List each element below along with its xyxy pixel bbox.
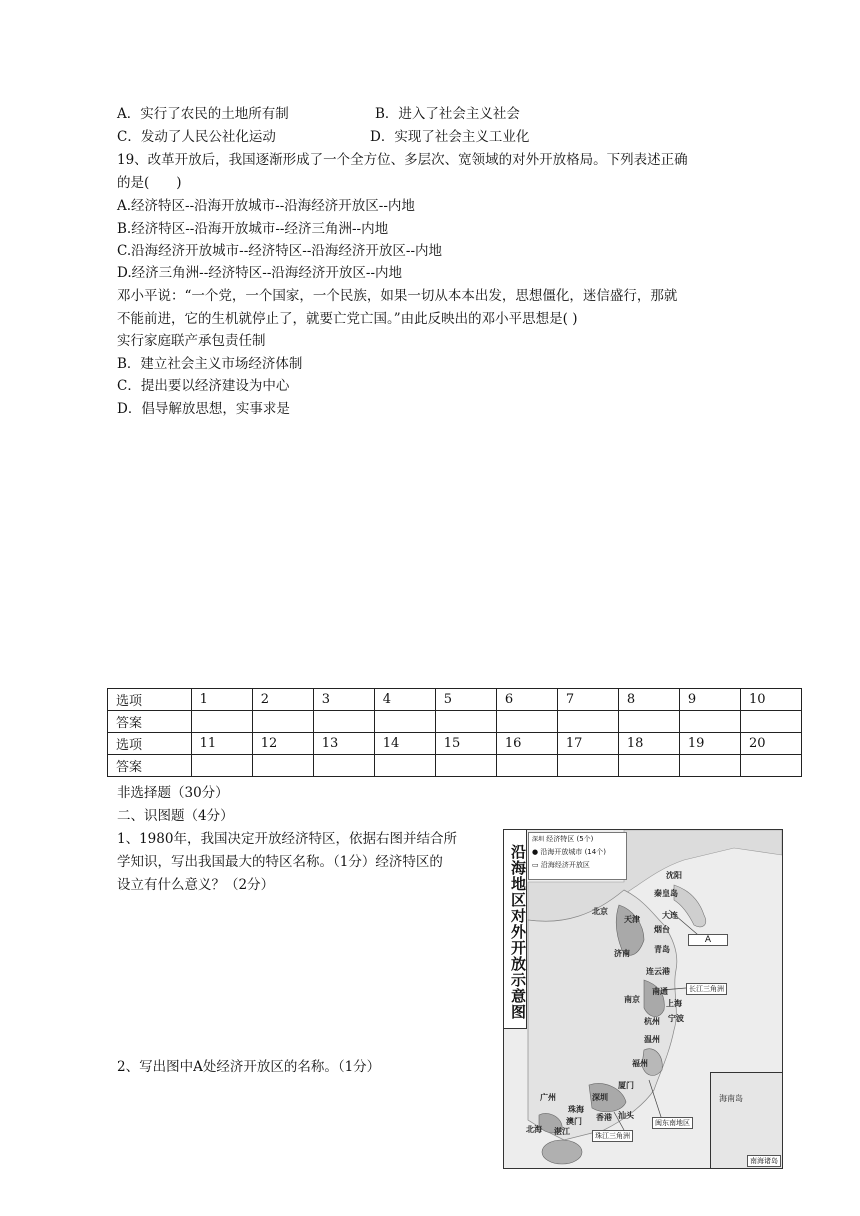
table-cell: 7 [557, 689, 618, 711]
part2-heading: 二、识图题（4分） [117, 808, 234, 824]
legend-item-cities: ● 沿海开放城市 (14个) [532, 848, 606, 856]
table-cell: 13 [313, 733, 374, 755]
q20-stem-line1: 邓小平说：“一个党，一个国家，一个民族，如果一切从本本出发，思想僵化，迷信盛行，那就 [117, 288, 678, 304]
q18-option-d: D．实现了社会主义工业化 [370, 129, 530, 145]
q20-option-b: B．建立社会主义市场经济体制 [117, 356, 303, 372]
row-label-answer: 答案 [108, 755, 192, 777]
table-cell: 12 [252, 733, 313, 755]
zone-zhujiang-box: 珠江三角洲 [592, 1130, 633, 1142]
q20-stem-line2: 不能前进，它的生机就停止了，就要亡党亡国。”由此反映出的邓小平思想是( ) [117, 311, 578, 327]
answer-cell[interactable] [496, 711, 557, 733]
table-cell: 18 [618, 733, 679, 755]
city-qingdao: 青岛 [654, 945, 670, 954]
row-label-option: 选项 [108, 689, 192, 711]
coastal-opening-map [503, 829, 783, 1169]
q19-stem-line2: 的是( ) [117, 175, 182, 191]
mapq1-line2: 学知识，写出我国最大的特区名称。（1分）经济特区的 [117, 854, 443, 870]
city-yantai: 烟台 [654, 925, 670, 934]
city-zhanjiang: 湛江 [554, 1127, 570, 1136]
legend-item-sez: 深圳 经济特区 (5个) [532, 835, 594, 843]
city-nanjing: 南京 [624, 995, 640, 1004]
south-sea-inset [710, 1072, 783, 1169]
table-cell: 14 [374, 733, 435, 755]
answer-cell[interactable] [557, 711, 618, 733]
zone-a-box: A [688, 934, 728, 946]
map-legend [528, 832, 627, 880]
table-cell: 11 [191, 733, 252, 755]
table-cell: 2 [252, 689, 313, 711]
answer-cell[interactable] [252, 755, 313, 777]
q19-stem-line1: 19、改革开放后，我国逐渐形成了一个全方位、多层次、宽领域的对外开放格局。下列表述正确 [117, 152, 688, 168]
table-cell: 9 [679, 689, 740, 711]
q19-option-b: B.经济特区--沿海开放城市--经济三角洲--内地 [117, 221, 389, 237]
answer-cell[interactable] [679, 755, 740, 777]
city-hainan: 海南岛 [719, 1094, 743, 1103]
table-cell: 8 [618, 689, 679, 711]
city-wenzhou: 温州 [644, 1035, 660, 1044]
legend-item-zones: ▭ 沿海经济开放区 [532, 861, 590, 869]
city-nantong: 南通 [652, 987, 668, 996]
table-cell: 10 [740, 689, 801, 711]
answer-cell[interactable] [313, 711, 374, 733]
city-hongkong: 香港 [596, 1113, 612, 1122]
table-cell: 19 [679, 733, 740, 755]
city-qinhuangdao: 秦皇岛 [654, 889, 678, 898]
table-row [108, 733, 802, 755]
city-shanghai: 上海 [666, 999, 682, 1008]
q19-option-d: D.经济三角洲--经济特区--沿海经济开放区--内地 [117, 265, 403, 281]
table-cell: 15 [435, 733, 496, 755]
nonchoice-heading: 非选择题（30分） [117, 785, 229, 801]
answer-cell[interactable] [618, 755, 679, 777]
city-fuzhou: 福州 [632, 1059, 648, 1068]
south-sea-label: 南海诸岛 [747, 1155, 781, 1167]
table-cell: 20 [740, 733, 801, 755]
answer-cell[interactable] [435, 755, 496, 777]
city-beijing: 北京 [592, 907, 608, 916]
zone-changjiang-box: 长江三角洲 [686, 983, 727, 995]
city-hangzhou: 杭州 [644, 1017, 660, 1026]
table-row [108, 755, 802, 777]
q20-option-c: C．提出要以经济建设为中心 [117, 378, 290, 394]
q20-option-a: 实行家庭联产承包责任制 [117, 333, 266, 349]
q18-option-b: B．进入了社会主义社会 [375, 106, 520, 122]
table-cell: 4 [374, 689, 435, 711]
answer-cell[interactable] [435, 711, 496, 733]
q20-option-d: D．倡导解放思想，实事求是 [117, 401, 290, 417]
city-xiamen: 厦门 [618, 1081, 634, 1090]
row-label-option: 选项 [108, 733, 192, 755]
legend-key: 深圳 [532, 836, 545, 843]
city-macau: 澳门 [566, 1117, 582, 1126]
table-row [108, 689, 802, 711]
answer-cell[interactable] [374, 711, 435, 733]
zone-mindongnan-box: 闽东南地区 [652, 1117, 693, 1129]
city-jinan: 济南 [614, 949, 630, 958]
q19-option-c: C.沿海经济开放城市--经济特区--沿海经济开放区--内地 [117, 243, 443, 259]
mapq1-line3: 设立有什么意义？（2分） [117, 877, 275, 893]
map-title: 沿海地区对外开放示意图 [504, 830, 527, 1029]
city-lianyungang: 连云港 [646, 967, 670, 976]
q18-option-a: A．实行了农民的土地所有制 [117, 106, 289, 122]
map-question-2: 2、写出图中A处经济开放区的名称。（1分） [117, 1059, 381, 1075]
table-cell: 5 [435, 689, 496, 711]
mapq1-line1: 1、1980年，我国决定开放经济特区，依据右图并结合所 [117, 831, 457, 847]
row-label-answer: 答案 [108, 711, 192, 733]
answer-cell[interactable] [557, 755, 618, 777]
table-cell: 3 [313, 689, 374, 711]
answer-cell[interactable] [313, 755, 374, 777]
city-zhuhai: 珠海 [568, 1105, 584, 1114]
city-dalian: 大连 [662, 911, 678, 920]
table-cell: 17 [557, 733, 618, 755]
city-shenzhen: 深圳 [592, 1093, 608, 1102]
answer-cell[interactable] [191, 755, 252, 777]
city-beihai: 北海 [526, 1125, 542, 1134]
q18-option-c: C．发动了人民公社化运动 [117, 129, 276, 145]
answer-cell[interactable] [618, 711, 679, 733]
city-shantou: 汕头 [618, 1111, 634, 1120]
answer-cell[interactable] [374, 755, 435, 777]
answer-cell[interactable] [740, 711, 801, 733]
table-cell: 1 [191, 689, 252, 711]
city-guangzhou: 广州 [540, 1093, 556, 1102]
city-tianjin: 天津 [624, 915, 640, 924]
city-shenyang: 沈阳 [666, 871, 682, 880]
table-cell: 6 [496, 689, 557, 711]
table-cell: 16 [496, 733, 557, 755]
answer-cell[interactable] [740, 755, 801, 777]
table-row [108, 711, 802, 733]
answer-cell[interactable] [496, 755, 557, 777]
answer-cell[interactable] [679, 711, 740, 733]
answer-table [107, 688, 802, 777]
answer-cell[interactable] [191, 711, 252, 733]
q19-option-a: A.经济特区--沿海开放城市--沿海经济开放区--内地 [117, 198, 415, 214]
answer-cell[interactable] [252, 711, 313, 733]
city-ningbo: 宁波 [668, 1014, 684, 1023]
